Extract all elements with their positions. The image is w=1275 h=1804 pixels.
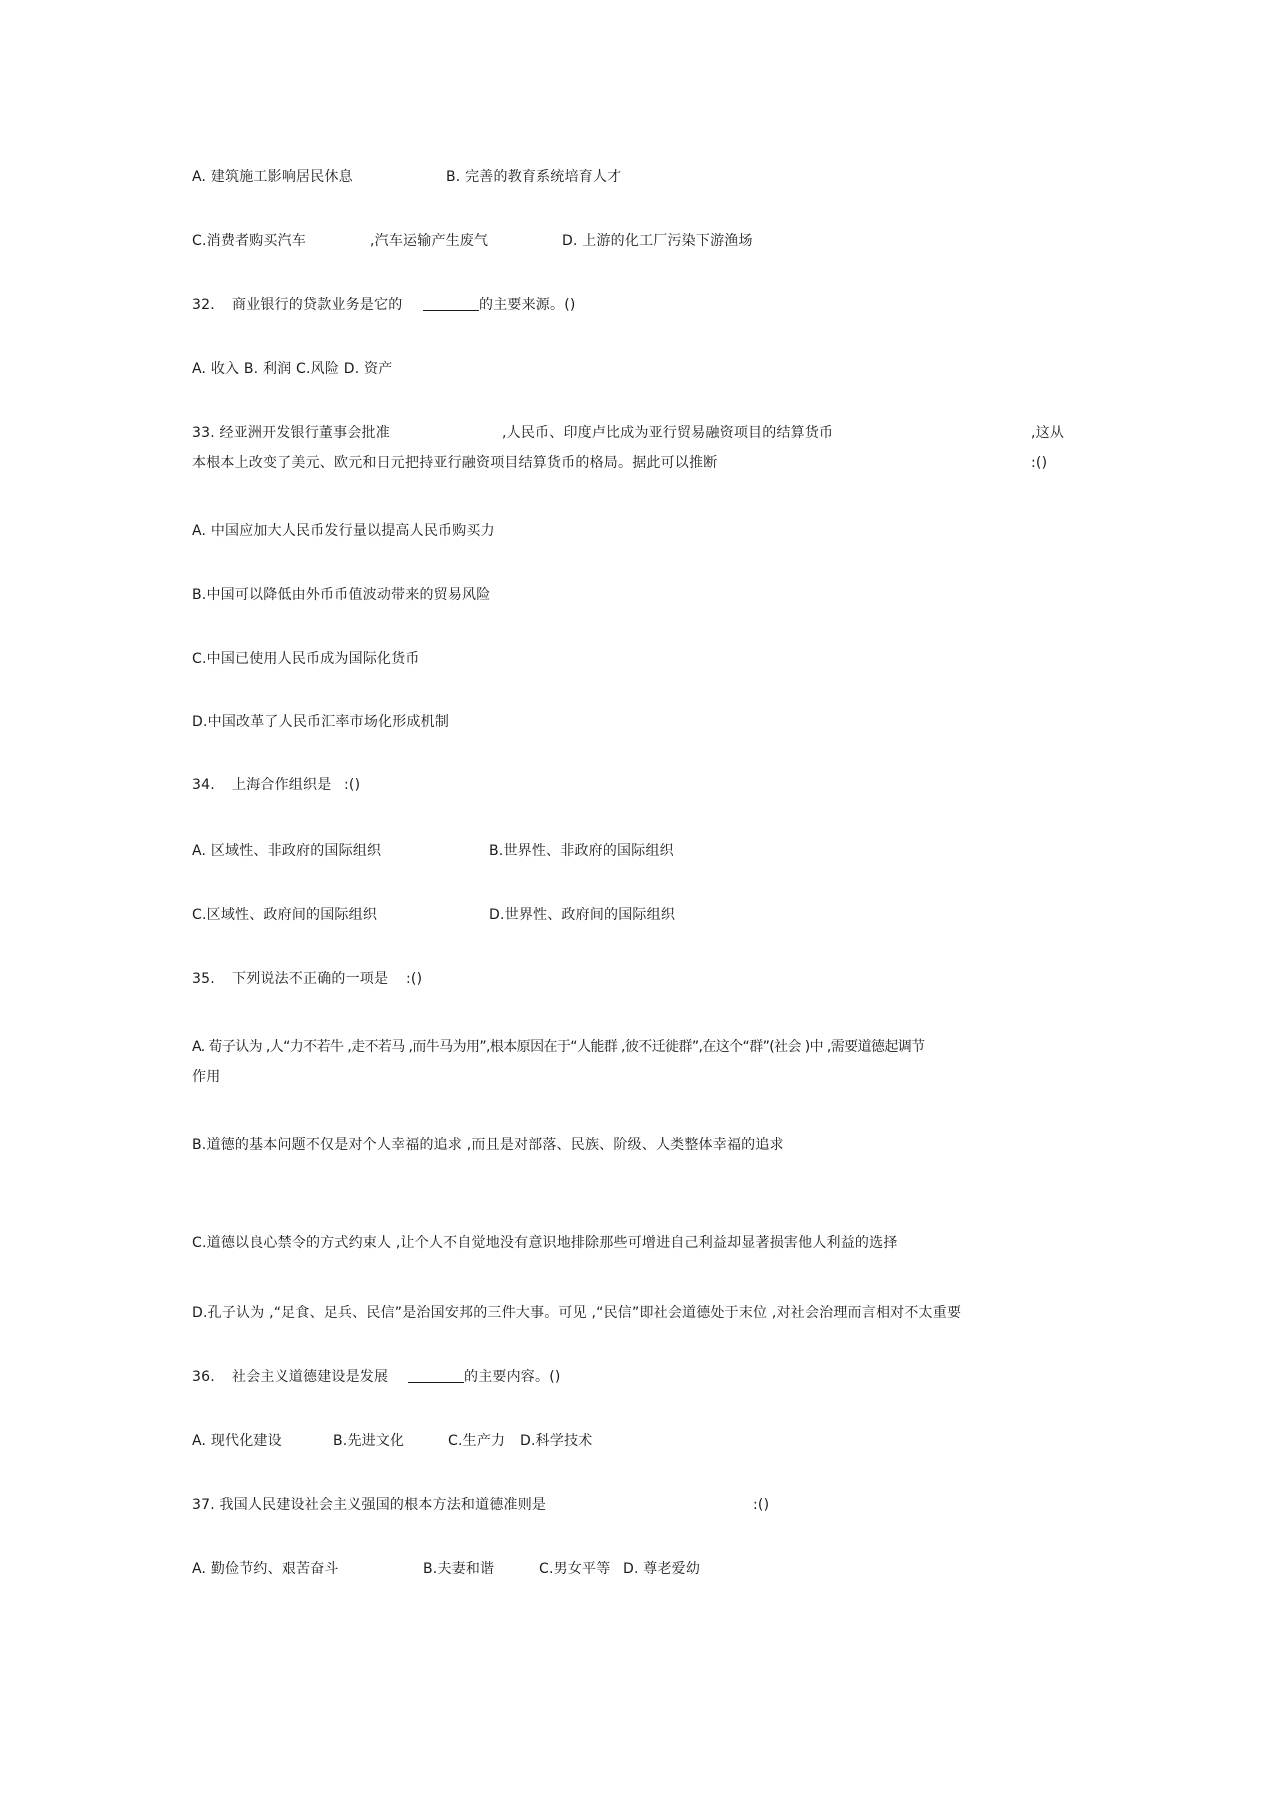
q33-stem-part2: ,人民币、印度卢比成为亚行贸易融资项目的结算货币 bbox=[502, 425, 834, 441]
q33-stem-part1: 33. 经亚洲开发银行董事会批准 bbox=[192, 425, 390, 441]
q31-option-c-part1: C.消费者购买汽车 bbox=[192, 233, 307, 249]
q33-stem-part3: ,这从 bbox=[1031, 425, 1065, 441]
q37-stem-end: :() bbox=[753, 1497, 770, 1513]
q33-option-a: A. 中国应加大人民币发行量以提高人民币购买力 bbox=[192, 523, 495, 539]
q37-option-b: B.夫妻和谐 bbox=[423, 1561, 495, 1577]
q35-option-a-line1: A. 荀子认为 ,人“力不若牛 ,走不若马 ,而牛马为用”,根本原因在于“人能群 ,彼不迁徙群”,在这个“群”(社会 )中 ,需要道德起调节 bbox=[192, 1039, 925, 1055]
q36-option-d: D.科学技术 bbox=[520, 1433, 593, 1449]
q36-number: 36. bbox=[192, 1369, 215, 1385]
q37-stem: 37. 我国人民建设社会主义强国的根本方法和道德准则是 bbox=[192, 1497, 547, 1513]
q36-option-b: B.先进文化 bbox=[333, 1433, 405, 1449]
q32-answer-blank bbox=[423, 296, 479, 316]
q34-option-a: A. 区域性、非政府的国际组织 bbox=[192, 843, 382, 859]
q34-stem: 上海合作组织是 bbox=[232, 777, 332, 793]
q35-stem: 下列说法不正确的一项是 bbox=[232, 971, 389, 987]
q35-number: 35. bbox=[192, 971, 215, 987]
q33-option-c: C.中国已使用人民币成为国际化货币 bbox=[192, 651, 420, 667]
q34-number: 34. bbox=[192, 777, 215, 793]
q33-option-d: D.中国改革了人民币汇率市场化形成机制 bbox=[192, 714, 450, 730]
q34-stem-end: :() bbox=[344, 777, 361, 793]
q31-option-d: D. 上游的化工厂污染下游渔场 bbox=[562, 233, 753, 249]
q34-option-d: D.世界性、政府间的国际组织 bbox=[489, 907, 676, 923]
q36-answer-blank bbox=[408, 1368, 464, 1388]
q33-option-b: B.中国可以降低由外币币值波动带来的贸易风险 bbox=[192, 587, 491, 603]
q35-option-c: C.道德以良心禁令的方式约束人 ,让个人不自觉地没有意识地排除那些可增进自己利益却显著损害他人利益的选择 bbox=[192, 1235, 898, 1251]
q35-option-a-line2: 作用 bbox=[192, 1069, 221, 1085]
q36-option-a: A. 现代化建设 bbox=[192, 1433, 282, 1449]
q32-number: 32. bbox=[192, 297, 215, 313]
q32-options: A. 收入 B. 利润 C.风险 D. 资产 bbox=[192, 361, 393, 377]
q34-option-c: C.区域性、政府间的国际组织 bbox=[192, 907, 378, 923]
q35-option-b: B.道德的基本问题不仅是对个人幸福的追求 ,而且是对部落、民族、阶级、人类整体幸福的追求 bbox=[192, 1137, 784, 1153]
q35-stem-end: :() bbox=[406, 971, 423, 987]
q35-option-d: D.孔子认为 ,“足食、足兵、民信”是治国安邦的三件大事。可见 ,“民信”即社会道德处于末位 ,对社会治理而言相对不太重要 bbox=[192, 1305, 962, 1321]
q33-stem-line2: 本根本上改变了美元、欧元和日元把持亚行融资项目结算货币的格局。据此可以推断 bbox=[192, 455, 718, 471]
q31-option-b: B. 完善的教育系统培育人才 bbox=[446, 169, 622, 185]
q36-stem-before: 社会主义道德建设是发展 bbox=[232, 1369, 389, 1385]
q37-option-c: C.男女平等 bbox=[539, 1561, 611, 1577]
q36-option-c: C.生产力 bbox=[448, 1433, 506, 1449]
q32-stem-after: 的主要来源。() bbox=[479, 297, 576, 313]
q31-option-a: A. 建筑施工影响居民休息 bbox=[192, 169, 353, 185]
q36-stem-after: 的主要内容。() bbox=[464, 1369, 561, 1385]
q32-stem-before: 商业银行的贷款业务是它的 bbox=[232, 297, 403, 313]
q34-option-b: B.世界性、非政府的国际组织 bbox=[489, 843, 674, 859]
q31-option-c-part2: ,汽车运输产生废气 bbox=[370, 233, 489, 249]
q33-stem-line2-end: :() bbox=[1031, 455, 1048, 471]
q37-option-d: D. 尊老爱幼 bbox=[623, 1561, 701, 1577]
q37-option-a: A. 勤俭节约、艰苦奋斗 bbox=[192, 1561, 339, 1577]
